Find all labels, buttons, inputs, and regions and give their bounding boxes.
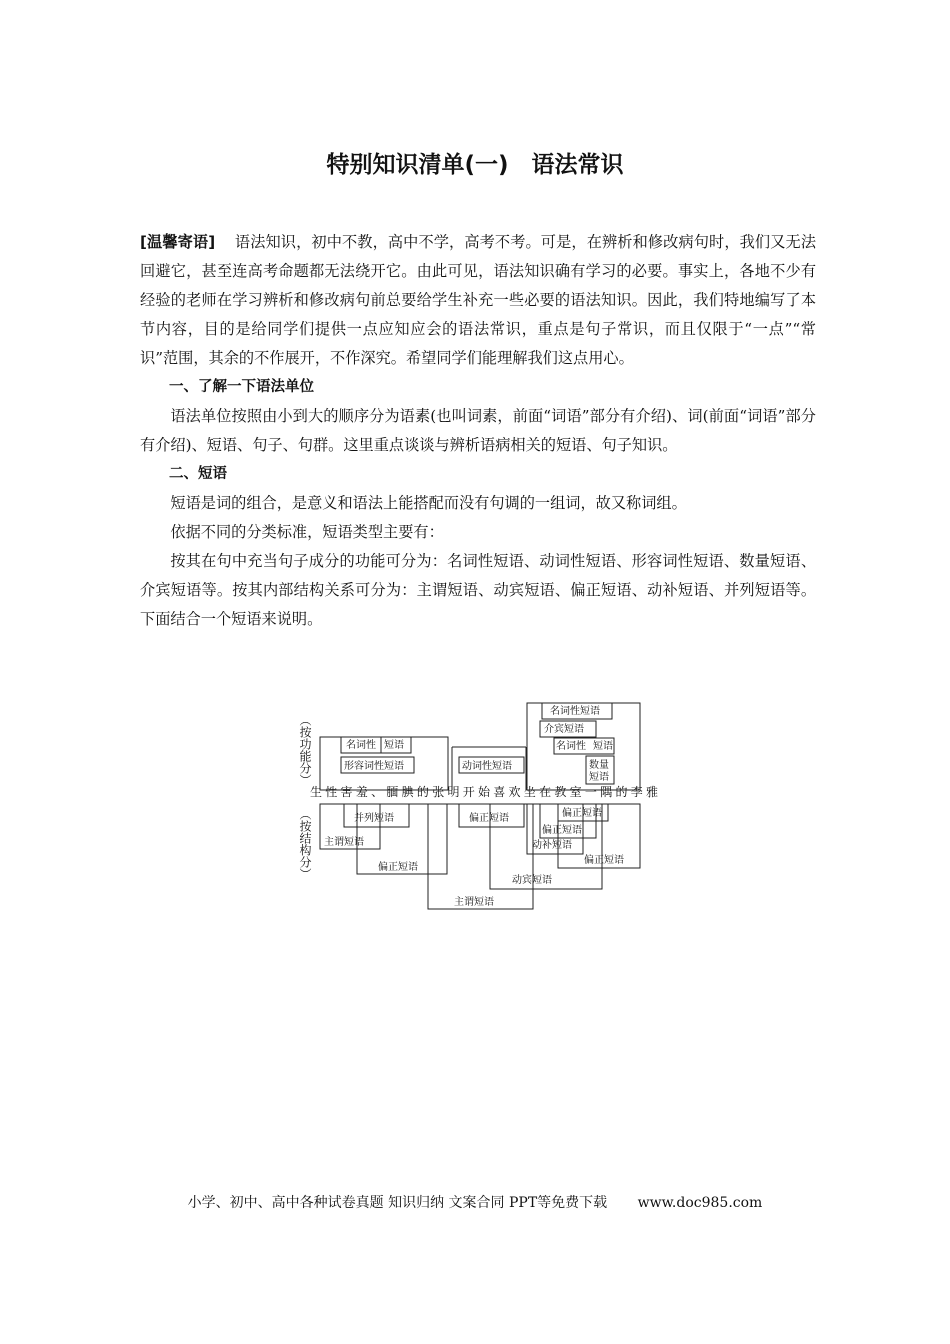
label-pianzheng-4: 偏正短语 [542,825,582,836]
sentence-char: 一 [584,785,597,799]
section1-heading: 一、了解一下语法单位 [169,379,314,395]
label-dongbin: 动宾短语 [512,875,552,886]
intro-text: 语法知识，初中不教，高中不学，高考不考。可是，在辨析和修改病句时，我们又无法回避它，甚至连高考命题都无法绕开它。由此可见，语法知识确有学习的必要。事实上，各地不少有经验的老师在学习辨析和修改病句前总要给学生补充一些必要的语法知识。因此，我们特地编写了本节内容，目的是给同学们提供一点应知应会的语法常识，重点是句子常识，而且仅限于“一点”“常识”范围，其余的不作展开，不作深究。希望同学们能理解我们这点用心。 [140,233,817,367]
sentence-char: 腆 [401,785,414,799]
label-pianzheng-1: 偏正短语 [378,862,418,873]
sentence-char: 教 [554,785,567,799]
structure-side-label: （按结构分） [298,808,312,880]
label-mingcixing-2a: 名词性 [556,741,586,752]
sentence-char: 羞 [355,785,368,799]
page-footer [0,1192,950,1212]
phrase-diagram-svg [294,700,664,915]
function-side-label: （按功能分） [298,714,312,786]
intro-paragraph-block [140,228,816,634]
sentence-char: 害 [340,785,353,799]
label-binglie: 并列短语 [354,813,394,824]
section2-paragraph-3: 按其在句中充当句子成分的功能可分为：名词性短语、动词性短语、形容词性短语、数量短语、介宾短语等。按其内部结构关系可分为：主谓短语、动宾短语、偏正短语、动补短语、并列短语等。下面结合一个短语来说明。 [140,552,816,628]
sentence-char: 明 [447,785,460,799]
label-xingrongcixing: 形容词性短语 [344,761,404,772]
sentence-char: 喜 [493,785,506,799]
intro-paragraph [140,228,816,373]
sentence-char: 、 [371,785,384,799]
page-title: 特别知识清单(一) 语法常识 [326,152,624,178]
sentence-char: 的 [416,785,429,799]
footer-text: 小学、初中、高中各种试卷真题 知识归纳 文案合同 PPT等免费下载 [187,1195,608,1211]
label-mingcixing: 名词性 [346,740,376,751]
sentence-char: 隅 [600,785,613,799]
section2-heading: 二、短语 [169,466,227,482]
label-zhuwei-2: 主谓短语 [454,897,494,908]
sentence-char: 性 [325,785,338,799]
sentence-char: 坐 [523,785,536,799]
label-jiebin: 介宾短语 [544,724,584,735]
sentence-char: 欢 [508,785,521,799]
sentence-char: 张 [432,785,445,799]
label-mingcixing-top: 名词性短语 [550,706,600,717]
footer-url: www.doc985.com [637,1195,763,1211]
sentence-char: 雅 [645,785,659,799]
intro-label: [温馨寄语] [140,233,216,251]
label-mingcixing-2b: 短语 [593,741,613,752]
section2-paragraph-1: 短语是词的组合，是意义和语法上能搭配而没有句调的一组词，故又称词组。 [170,494,687,512]
label-pianzheng-2: 偏正短语 [469,813,509,824]
label-dongbu: 动补短语 [532,840,572,851]
label-duanyu: 短语 [384,740,404,751]
label-zhuwei-1: 主谓短语 [324,837,364,848]
sentence-char: 腼 [386,785,399,799]
section1-text: 语法单位按照由小到大的顺序分为语素(也叫词素，前面“词语”部分有介绍)、词(前面“词语”部分有介绍)、短语、句子、句群。这里重点谈谈与辨析语病相关的短语、句子知识。 [140,407,816,454]
sentence-char: 在 [539,785,552,799]
sentence-char: 开 [462,785,475,799]
label-shuliang-a: 数量 [589,760,609,771]
sentence-char: 李 [630,785,643,799]
label-pianzheng-5: 偏正短语 [584,855,624,866]
section2-paragraph-2: 依据不同的分类标准，短语类型主要有： [170,523,444,541]
sentence-char: 室 [569,785,582,799]
sentence-char: 始 [477,785,491,799]
sentence-char: 的 [615,785,628,799]
sentence-char: 生 [309,785,323,799]
phrase-structure-diagram [294,700,664,915]
diagram-sentence [310,784,658,799]
label-dongcixing: 动词性短语 [462,761,512,772]
label-pianzheng-3: 偏正短语 [562,808,602,819]
label-shuliang-b: 短语 [589,772,609,783]
